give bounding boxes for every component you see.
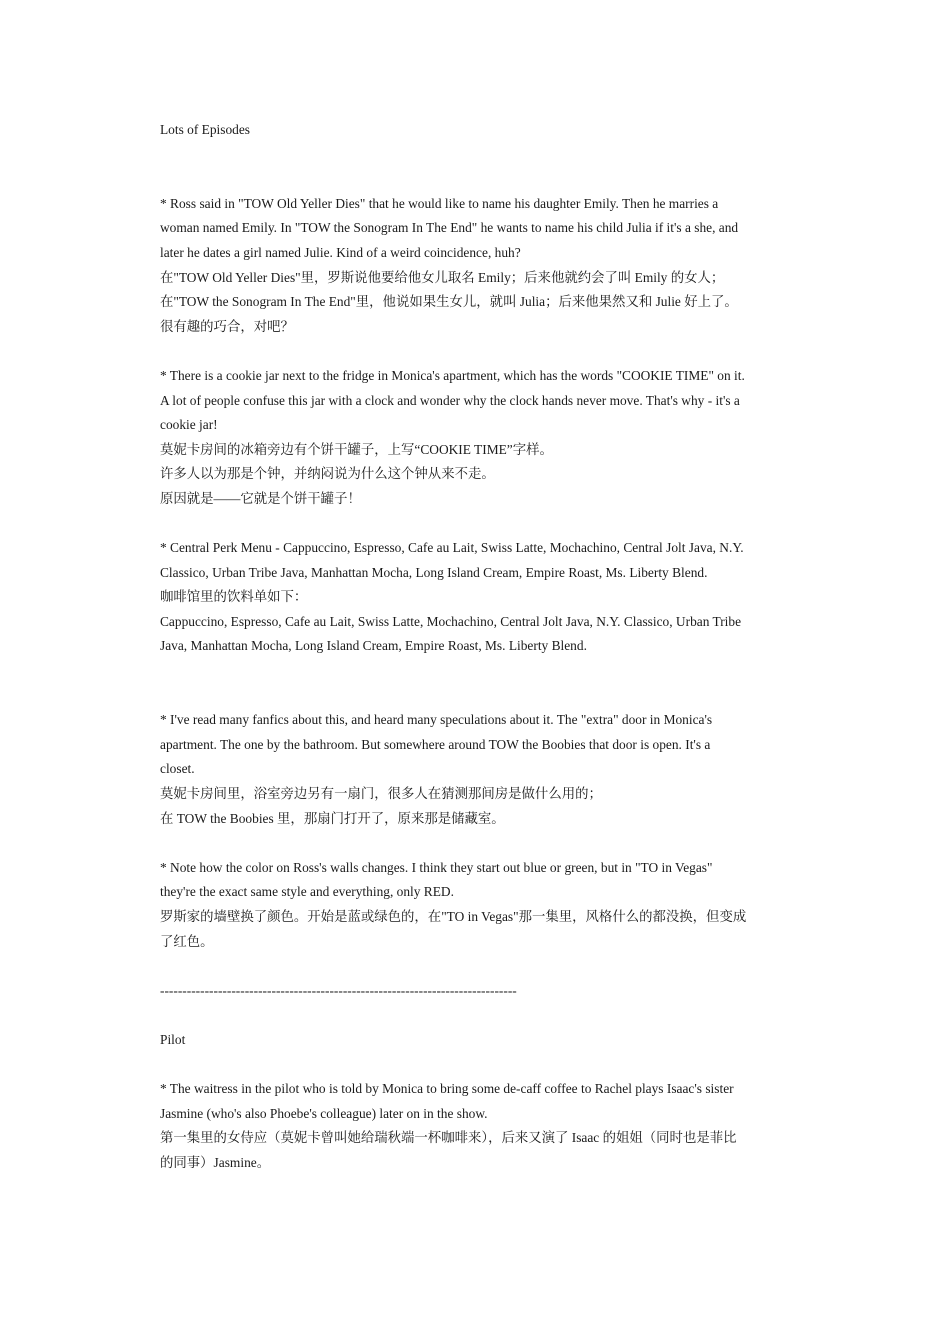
- section-separator: --------------------------------------------------------------------------------: [160, 982, 517, 998]
- trivia-en-line: apartment. The one by the bathroom. But somewhere around TOW the Boobies that door is open. It's a: [160, 736, 711, 752]
- trivia-zh-line: 第一集里的女侍应（莫妮卡曾叫她给瑞秋端一杯咖啡来），后来又演了 Isaac 的姐姐（同时也是菲比: [160, 1130, 737, 1146]
- trivia-item-ross-names: [160, 192, 792, 340]
- trivia-en-line: * There is a cookie jar next to the fridge in Monica's apartment, which has the words "COOKIE TIME" on it.: [160, 367, 745, 383]
- trivia-zh-line: 在"TOW Old Yeller Dies"里，罗斯说他要给他女儿取名 Emily；后来他就约会了叫 Emily 的女人；: [160, 269, 725, 285]
- trivia-zh-line: 罗斯家的墙壁换了颜色。开始是蓝或绿色的，在"TO in Vegas"那一集里，风格什么的都没换，但变成: [160, 909, 747, 924]
- trivia-zh-line: 了红色。: [160, 933, 214, 949]
- trivia-en-line: * Central Perk Menu - Cappuccino, Espresso, Cafe au Lait, Swiss Latte, Mochachino, Central Jolt Java, N.Y.: [160, 540, 744, 556]
- trivia-zh-line: 莫妮卡房间的冰箱旁边有个饼干罐子，上写“COOKIE TIME”字样。: [160, 441, 553, 457]
- trivia-en-line: Jasmine (who's also Phoebe's colleague) later on in the show.: [160, 1105, 488, 1121]
- trivia-zh-line: 莫妮卡房间里，浴室旁边另有一扇门，很多人在猜测那间房是做什么用的；: [160, 786, 602, 802]
- trivia-zh-line: 许多人以为那是个钟，并纳闷说为什么这个钟从来不走。: [160, 466, 495, 482]
- trivia-en-line: * The waitress in the pilot who is told by Monica to bring some de-caff coffee to Rachel plays Isaac's sister: [160, 1081, 734, 1097]
- trivia-item-extra-door: [160, 708, 792, 831]
- trivia-en-line: cookie jar!: [160, 417, 218, 433]
- trivia-zh-line: 咖啡馆里的饮料单如下：: [160, 589, 308, 605]
- trivia-zh-line: 在"TOW the Sonogram In The End"里，他说如果生女儿，就叫 Julia；后来他果然又和 Julie 好上了。: [160, 294, 738, 310]
- trivia-zh-line: Cappuccino, Espresso, Cafe au Lait, Swiss Latte, Mochachino, Central Jolt Java, N.Y. Classico, Urban Tribe: [160, 613, 742, 629]
- trivia-en-line: later he dates a girl named Julie. Kind of a weird coincidence, huh?: [160, 244, 521, 260]
- trivia-zh-line: 原因就是——它就是个饼干罐子！: [160, 490, 361, 506]
- trivia-en-line: they're the exact same style and everything, only RED.: [160, 884, 454, 900]
- trivia-en-line: * I've read many fanfics about this, and heard many speculations about it. The "extra" door in Monica's: [160, 712, 713, 728]
- trivia-zh-line: Java, Manhattan Mocha, Long Island Cream, Empire Roast, Ms. Liberty Blend.: [160, 638, 587, 654]
- trivia-zh-line: 的同事）Jasmine。: [160, 1154, 271, 1170]
- trivia-zh-line: 在 TOW the Boobies 里，那扇门打开了，原来那是储藏室。: [160, 810, 505, 826]
- trivia-en-line: woman named Emily. In "TOW the Sonogram In The End" he wants to name his child Julia if it's a she, and: [160, 220, 739, 236]
- section-heading-lots-of-episodes: Lots of Episodes: [160, 122, 251, 137]
- trivia-item-pilot-waitress: [160, 1077, 792, 1175]
- trivia-en-line: closet.: [160, 761, 195, 777]
- trivia-item-central-perk-menu: [160, 536, 792, 659]
- trivia-en-line: Classico, Urban Tribe Java, Manhattan Mocha, Long Island Cream, Empire Roast, Ms. Liberty Blend.: [160, 564, 708, 580]
- trivia-en-line: * Note how the color on Ross's walls changes. I think they start out blue or green, but in "TO in Vegas": [160, 859, 713, 875]
- document-page: [160, 118, 792, 1176]
- section-heading-pilot: Pilot: [160, 1031, 186, 1047]
- trivia-en-line: A lot of people confuse this jar with a clock and wonder why the clock hands never move. That's why - it's a: [160, 392, 740, 408]
- trivia-zh-line: 很有趣的巧合，对吧？: [160, 318, 294, 334]
- trivia-item-cookie-jar: [160, 364, 792, 512]
- trivia-en-line: * Ross said in "TOW Old Yeller Dies" that he would like to name his daughter Emily. Then he marries a: [160, 195, 719, 211]
- trivia-item-ross-walls: [160, 856, 792, 954]
